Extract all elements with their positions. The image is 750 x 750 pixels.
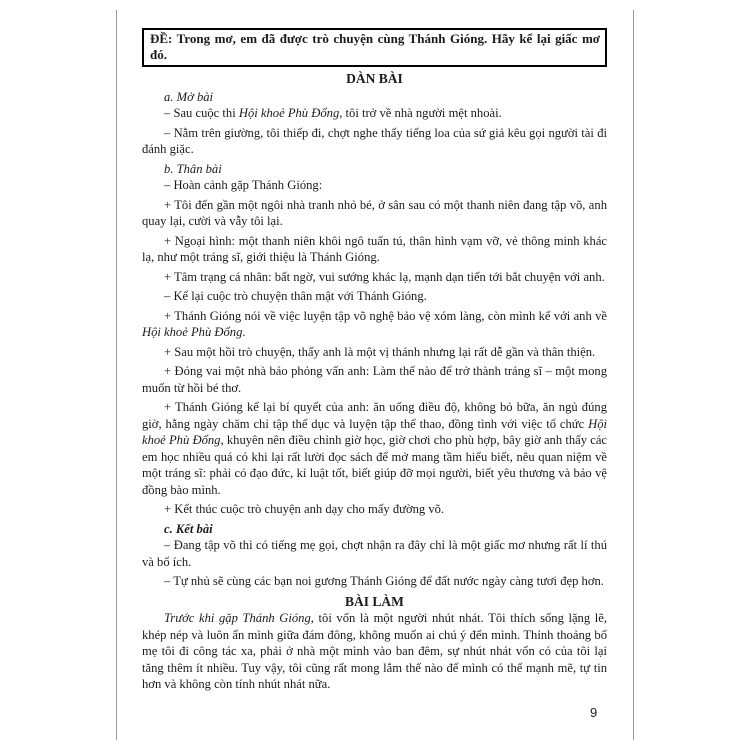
line-text: – Đang tập võ thì có tiếng mẹ gọi, chợt nhận ra đây chỉ là một giấc mơ nhưng rất lí thú và bổ ích. — [142, 538, 607, 569]
intro-lines — [142, 105, 607, 158]
body-heading: b. Thân bài — [164, 161, 222, 176]
outline-line — [142, 501, 607, 518]
line-text: – Nằm trên giường, tôi thiếp đi, chợt nghe thấy tiếng loa của sứ giả kêu gọi người tài đi đánh giặc. — [142, 125, 607, 156]
line-text: + Sau một hồi trò chuyện, thấy anh là một vị thánh nhưng lại rất dễ gần và thân thiện. — [164, 344, 596, 359]
outline-line — [142, 177, 607, 194]
outline-line — [142, 105, 607, 122]
essay-lead: Trước khi gặp Thánh Gióng — [164, 611, 311, 625]
conclusion-heading: c. Kết bài — [164, 521, 213, 536]
line-text: , tôi trở về nhà người mệt nhoài. — [339, 106, 502, 120]
line-text: + Thánh Gióng kể lại bí quyết của anh: ăn uống điều độ, không bỏ bữa, ăn ngủ đúng giờ, hằng ngày chăm chỉ tập thể dục và luyện tập thể thao, đồng tình với việc tổ chức — [142, 400, 607, 431]
page-number: 9 — [590, 705, 598, 720]
line-text: + Tâm trạng cá nhân: bất ngờ, vui sướng khác lạ, mạnh dạn tiến tới bắt chuyện với anh. — [164, 269, 605, 284]
line-text: . — [242, 325, 246, 339]
outline-line — [142, 197, 607, 230]
line-text: – Kể lại cuộc trò chuyện thân mật với Thánh Gióng. — [164, 289, 427, 303]
document-page — [142, 28, 607, 693]
italic-term: Hội khoẻ Phù Đổng — [142, 325, 243, 339]
topic-box: ĐỀ: Trong mơ, em đã được trò chuyện cùng Thánh Gióng. Hãy kể lại giấc mơ đó. — [142, 28, 607, 67]
outline-line — [142, 363, 607, 396]
outline-line — [142, 125, 607, 158]
outline-line — [142, 269, 607, 286]
line-text: , khuyên nên điều chỉnh giờ học, giờ chơi cho phù hợp, bây giờ anh thấy các em học nhiều quá có khi lại rất lười đọc sách để mở mang tầm hiểu biết, nêu quan niệm về một tráng sĩ: phải có đạo đức, kỉ luật tốt, biết giúp đỡ mọi người, biết yêu thương và bảo vệ đồng bào mình. — [142, 433, 608, 497]
line-text: + Ngoại hình: một thanh niên khôi ngô tuấn tú, thân hình vạm vỡ, vẻ thông minh khác lạ, như một tráng sĩ, giới thiệu là Thánh Gióng. — [142, 233, 607, 264]
line-text: + Kết thúc cuộc trò chuyện anh dạy cho mấy đường võ. — [164, 502, 445, 516]
outline-line — [142, 537, 607, 570]
italic-term: Hội khoẻ Phù Đổng — [238, 106, 340, 120]
line-text: – Sau cuộc thi — [164, 106, 239, 120]
line-text: + Đóng vai một nhà báo phỏng vấn anh: Làm thế nào để trở thành tráng sĩ – một mong muốn từ hồi bé thơ. — [142, 364, 607, 395]
outline-line — [142, 288, 607, 305]
essay-title: BÀI LÀM — [345, 593, 404, 609]
outline-line — [142, 344, 607, 361]
outline-line — [142, 399, 607, 498]
intro-heading: a. Mở bài — [164, 89, 214, 104]
outline-line — [142, 233, 607, 266]
line-text: + Tôi đến gần một ngôi nhà tranh nhỏ bé, ở sân sau có một thanh niên đang tập võ, anh quay lại, cười và vẫy tôi lại. — [142, 197, 607, 228]
outline-title: DÀN BÀI — [346, 71, 403, 86]
line-text: – Tự nhủ sẽ cùng các bạn noi gương Thánh Gióng để đất nước ngày càng tươi đẹp hơn. — [164, 574, 604, 588]
outline-line — [142, 308, 607, 341]
essay-paragraph — [142, 610, 607, 693]
italic-term: Hội khoẻ Phù Đổng — [142, 416, 607, 447]
conclusion-lines — [142, 537, 607, 590]
line-text: + Thánh Gióng nói về việc luyện tập võ nghệ bảo vệ xóm làng, còn mình kể với anh về — [164, 308, 607, 323]
outline-line — [142, 573, 607, 590]
essay-text: , tôi vốn là một người nhút nhát. Tôi thích sống lặng lẽ, khép nép và luôn ẩn mình giữa đám đông, không muốn ai chú ý đến mình. Thỉnh thoảng bố mẹ tôi đi công tác xa, phải ở nhà một mình vào ban đêm, sự nhút nhát vốn có của tôi lại tăng thêm ít nhiều. Tuy vậy, tôi cũng rất mong lắm thế nào để mình có thể mạnh mẽ, tự tin hơn và không còn tính nhút nhát nữa. — [142, 611, 607, 691]
body-lines — [142, 177, 607, 518]
line-text: – Hoàn cảnh gặp Thánh Gióng: — [164, 178, 323, 192]
